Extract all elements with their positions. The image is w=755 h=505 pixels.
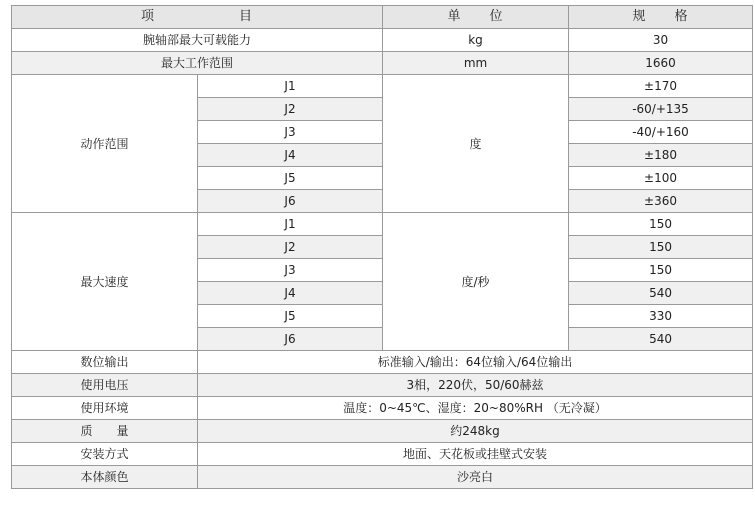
header-item: 项 目 <box>12 6 383 29</box>
row-label: 使用环境 <box>12 397 198 420</box>
axis-value: 540 <box>569 328 753 351</box>
row-value: 沙亮白 <box>198 466 753 489</box>
group-unit: 度 <box>383 75 569 213</box>
row-label: 质 量 <box>12 420 198 443</box>
axis-label: J5 <box>198 305 383 328</box>
table-header-row <box>12 6 753 29</box>
group-unit: 度/秒 <box>383 213 569 351</box>
row-label: 最大工作范围 <box>12 52 383 75</box>
axis-value: 150 <box>569 236 753 259</box>
axis-label: J6 <box>198 328 383 351</box>
axis-value: 540 <box>569 282 753 305</box>
axis-value: ±100 <box>569 167 753 190</box>
table-row <box>12 75 753 98</box>
row-unit: mm <box>383 52 569 75</box>
table-row <box>12 52 753 75</box>
row-unit: kg <box>383 29 569 52</box>
row-value: 标准输入/输出：64位输入/64位输出 <box>198 351 753 374</box>
header-unit: 单 位 <box>383 6 569 29</box>
axis-label: J1 <box>198 213 383 236</box>
row-value: 地面、天花板或挂壁式安装 <box>198 443 753 466</box>
axis-label: J4 <box>198 282 383 305</box>
table-row <box>12 466 753 489</box>
axis-label: J3 <box>198 121 383 144</box>
table-row <box>12 213 753 236</box>
table-row <box>12 29 753 52</box>
axis-label: J2 <box>198 98 383 121</box>
axis-value: ±360 <box>569 190 753 213</box>
spec-table <box>11 5 753 489</box>
row-label: 腕轴部最大可载能力 <box>12 29 383 52</box>
table-row <box>12 351 753 374</box>
header-spec: 规 格 <box>569 6 753 29</box>
table-row <box>12 420 753 443</box>
axis-value: 150 <box>569 213 753 236</box>
axis-value: 330 <box>569 305 753 328</box>
row-value: 温度：0~45℃、湿度：20~80%RH （无冷凝） <box>198 397 753 420</box>
row-label: 数位输出 <box>12 351 198 374</box>
table-row <box>12 374 753 397</box>
axis-label: J6 <box>198 190 383 213</box>
row-label: 本体颜色 <box>12 466 198 489</box>
group-label: 最大速度 <box>12 213 198 351</box>
row-value: 约248kg <box>198 420 753 443</box>
row-label: 安装方式 <box>12 443 198 466</box>
axis-label: J4 <box>198 144 383 167</box>
axis-value: -60/+135 <box>569 98 753 121</box>
axis-value: -40/+160 <box>569 121 753 144</box>
axis-value: ±170 <box>569 75 753 98</box>
row-value: 3相，220伏，50/60赫兹 <box>198 374 753 397</box>
axis-value: ±180 <box>569 144 753 167</box>
row-value: 1660 <box>569 52 753 75</box>
group-label: 动作范围 <box>12 75 198 213</box>
table-row <box>12 397 753 420</box>
table-row <box>12 443 753 466</box>
axis-label: J1 <box>198 75 383 98</box>
axis-label: J5 <box>198 167 383 190</box>
row-value: 30 <box>569 29 753 52</box>
axis-label: J3 <box>198 259 383 282</box>
axis-value: 150 <box>569 259 753 282</box>
row-label: 使用电压 <box>12 374 198 397</box>
axis-label: J2 <box>198 236 383 259</box>
